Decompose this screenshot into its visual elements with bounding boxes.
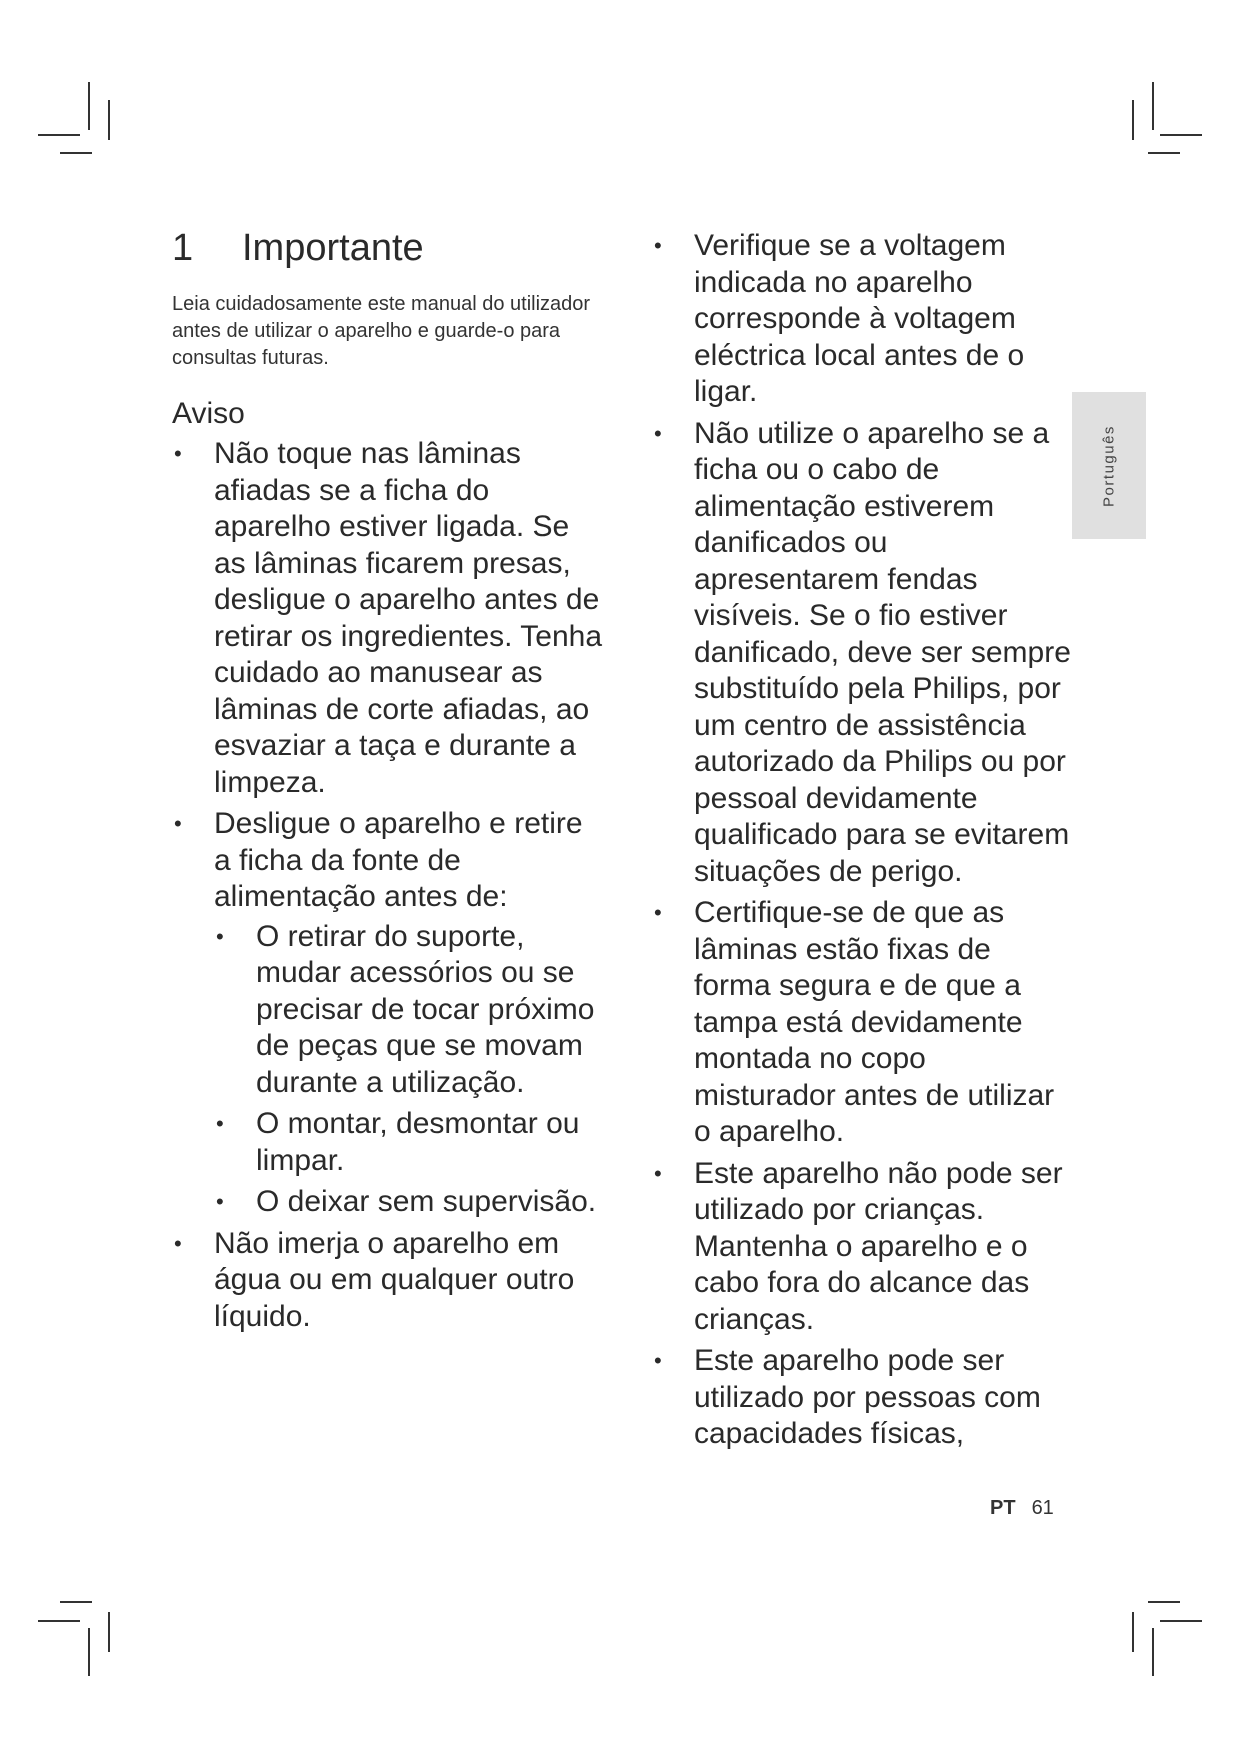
list-item (652, 228, 1072, 411)
bullet-icon: • (174, 1230, 182, 1256)
sub-list-item-text: O deixar sem supervisão. (256, 1185, 597, 1218)
crop-mark (1132, 100, 1134, 140)
bullet-icon: • (654, 420, 662, 446)
list-item (172, 806, 602, 1221)
left-column (172, 225, 602, 1340)
sub-list-item (214, 1106, 602, 1179)
section-title (172, 225, 602, 271)
bullet-icon: • (654, 900, 662, 925)
list-item (652, 416, 1072, 891)
crop-mark (1148, 152, 1180, 154)
crop-mark (38, 134, 80, 136)
footer-language-code: PT (990, 1497, 1016, 1519)
crop-mark (38, 1620, 80, 1622)
list-item (172, 1226, 602, 1336)
bullet-icon: • (654, 1348, 662, 1373)
crop-mark (88, 1628, 90, 1676)
sub-list-item-text: O montar, desmontar ou limpar. (256, 1107, 580, 1177)
list-item (652, 1156, 1072, 1339)
sub-list-item (214, 1184, 602, 1221)
bullet-icon: • (174, 811, 182, 836)
page-number: 61 (1031, 1497, 1054, 1519)
list-item-text: Não utilize o aparelho se a ficha ou o cabo de alimentação estiverem danificados ou apresentarem fendas visíveis. Se o fio estiver danificado, deve ser sempre substituído pela Philips, por um centro de assistência autorizado da Philips ou por pessoal devidamente qualificado para se evitarem situações de perigo. (694, 416, 1071, 888)
sub-list-item-text: O retirar do suporte, mudar acessórios ou se precisar de tocar próximo de peças que se movam durante a utilização. (256, 919, 595, 1099)
page-footer (990, 1497, 1054, 1520)
list-item-text: Certifique-se de que as lâminas estão fixas de forma segura e de que a tampa está devidamente montada no copo misturador antes de utilizar o aparelho. (694, 896, 1055, 1148)
bullet-icon: • (174, 441, 182, 466)
language-tab (1072, 392, 1146, 539)
crop-mark (1160, 1620, 1202, 1622)
sub-list-item (214, 919, 602, 1102)
crop-mark (108, 100, 110, 140)
crop-mark (1152, 1628, 1154, 1676)
section-number: 1 (172, 227, 194, 269)
warning-list-right (652, 228, 1072, 1453)
list-item-text: Este aparelho não pode ser utilizado por crianças. Mantenha o aparelho e o cabo fora do alcance das crianças. (694, 1156, 1063, 1336)
list-item (652, 895, 1072, 1151)
list-item (652, 1343, 1072, 1453)
crop-mark (1132, 1612, 1134, 1652)
list-item-text: Verifique se a voltagem indicada no aparelho corresponde à voltagem eléctrica local antes de o ligar. (694, 229, 1025, 408)
crop-mark (1152, 82, 1154, 130)
bullet-icon: • (216, 1189, 224, 1214)
crop-mark (60, 152, 92, 154)
language-tab-label: Português (1100, 424, 1118, 507)
section-title-text: Importante (242, 227, 424, 269)
crop-mark (1160, 134, 1202, 136)
crop-mark (108, 1612, 110, 1652)
crop-mark (88, 82, 90, 130)
list-item-text: Este aparelho pode ser utilizado por pessoas com capacidades físicas, (694, 1344, 1041, 1450)
warning-list-left (172, 436, 602, 1335)
intro-paragraph: Leia cuidadosamente este manual do utilizador antes de utilizar o aparelho e guarde-o para consultas futuras. (172, 293, 591, 369)
right-column (652, 228, 1072, 1458)
list-item (172, 436, 602, 801)
bullet-icon: • (654, 233, 662, 258)
warning-heading: Aviso (172, 397, 245, 430)
bullet-icon: • (654, 1160, 662, 1186)
list-item-text: Não imerja o aparelho em água ou em qualquer outro líquido. (214, 1226, 575, 1333)
bullet-icon: • (216, 1111, 224, 1136)
crop-mark (1148, 1601, 1180, 1603)
sub-list (214, 919, 602, 1221)
list-item-text: Desligue o aparelho e retire a ficha da fonte de alimentação antes de: (214, 807, 583, 913)
crop-mark (60, 1601, 92, 1603)
list-item-text: Não toque nas lâminas afiadas se a ficha do aparelho estiver ligada. Se as lâminas ficarem presas, desligue o aparelho antes de retirar os ingredientes. Tenha cuidado ao manusear as lâminas de corte afiadas, ao esvaziar a taça e durante a limpeza. (214, 437, 603, 799)
bullet-icon: • (216, 923, 224, 949)
